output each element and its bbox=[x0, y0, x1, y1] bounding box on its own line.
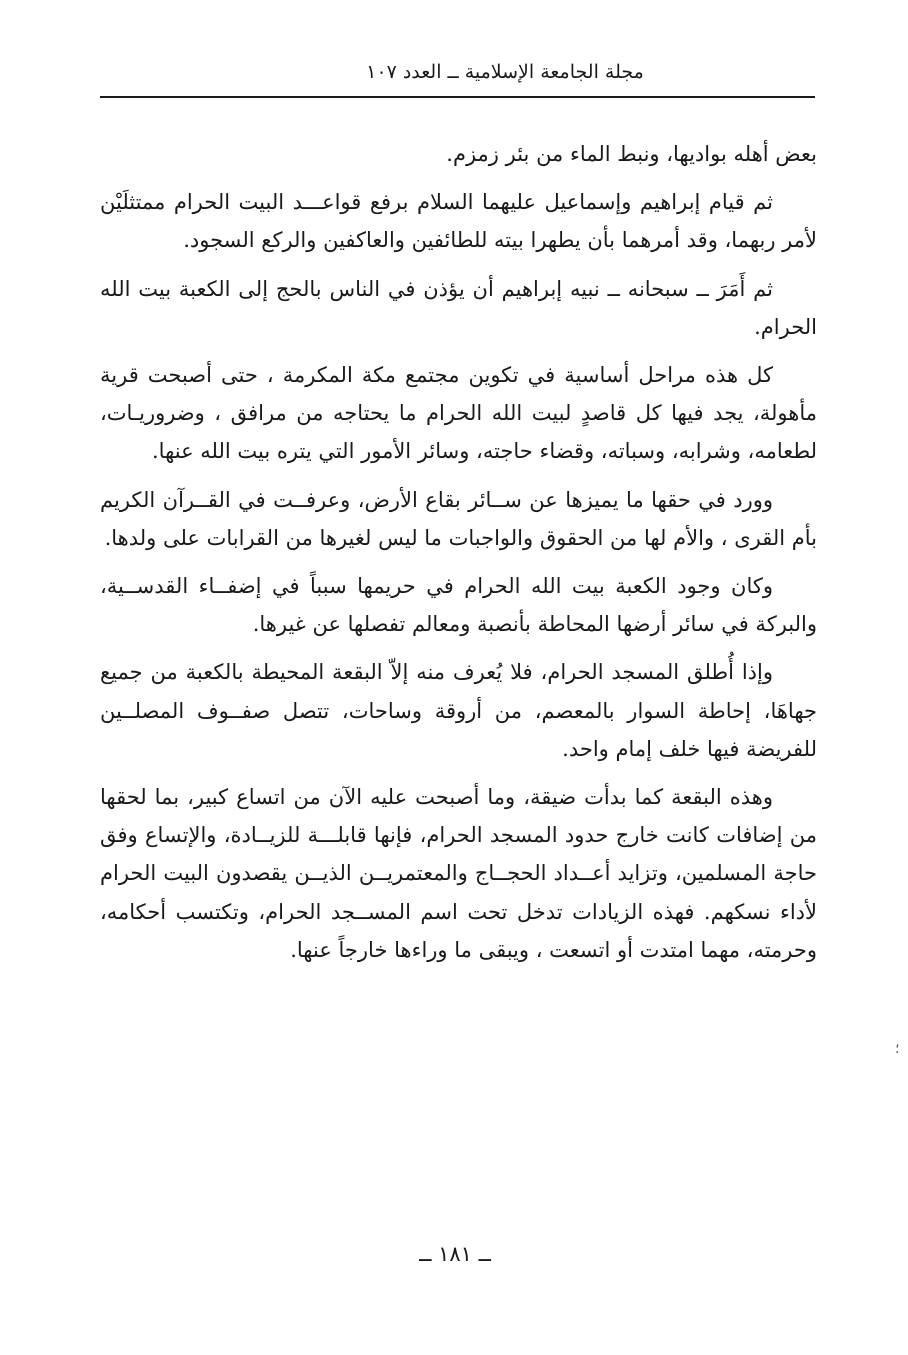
margin-mark: ؛ bbox=[895, 1041, 900, 1057]
paragraph-6: وكان وجود الكعبة بيت الله الحرام في حريمها سبباً في إضفــاء القدســية، والبركة في سائر أرضها المحاطة بأنصبة ومعالم تفصلها عن غيرها. bbox=[100, 574, 817, 637]
page-number: ــ ١٨١ ــ bbox=[419, 1242, 491, 1266]
running-header: مجلة الجامعة الإسلامية ــ العدد ١٠٧ bbox=[366, 61, 644, 83]
paragraph-7: وإذا أُطلق المسجد الحرام، فلا يُعرف منه إلاّ البقعة المحيطة بالكعبة من جميع جهاهَا، إحاطة السوار بالمعصم، من أروقة وساحات، تتصل صفــوف المصلــين للفريضة فيها خلف إمام واحد. bbox=[100, 660, 817, 761]
paragraph-4: كل هذه مراحل أساسية في تكوين مجتمع مكة المكرمة ، حتى أصبحت قرية مأهولة، يجد فيها كل قاصدٍ لبيت الله الحرام ما يحتاجه من مرافق ، وضروريـات، لطعامه، وشرابه، وسباته، وقضاء حاجته، وسائر الأمور التي يتره بيت الله عنها. bbox=[100, 363, 817, 464]
paragraph-2: ثم قيام إبراهيم وإسماعيل عليهما السلام برفع قواعـــد البيت الحرام ممتثلَيْن لأمر ربهما، وقد أمرهما بأن يطهرا بيته للطائفين والعاكفين والركع السجود. bbox=[100, 190, 817, 253]
paragraph-5: وورد في حقها ما يميزها عن ســائر بقاع الأرض، وعرفــت في القــرآن الكريم بأم القرى ، والأم لها من الحقوق والواجبات ما ليس لغيرها من القرابات على ولدها. bbox=[100, 487, 817, 550]
article-body bbox=[100, 135, 817, 979]
paragraph-3: ثم أَمَرَ ــ سبحانه ــ نبيه إبراهيم أن يؤذن في الناس بالحج إلى الكعبة بيت الله الحرام. bbox=[100, 276, 817, 339]
paragraph-8: وهذه البقعة كما بدأت ضيقة، وما أصبحت عليه الآن من اتساع كبير، بما لحقها من إضافات كانت خارج حدود المسجد الحرام، فإنها قابلـــة للزيــادة، والإتساع وفق حاجة المسلمين، وتزايد أعــداد الحجــاج والمعتمريــن الذيــن يقصدون البيت الحرام لأداء نسكهم. فهذه الزيادات تدخل تحت اسم المســجد الحرام، وتكتسب أحكامه، وحرمته، مهما امتدت أو اتسعت ، ويبقى ما وراءها خارجاً عنها. bbox=[100, 785, 817, 962]
paragraph-1: بعض أهله بواديها، ونبط الماء من بئر زمزم. bbox=[446, 142, 817, 166]
header-rule bbox=[100, 96, 815, 98]
